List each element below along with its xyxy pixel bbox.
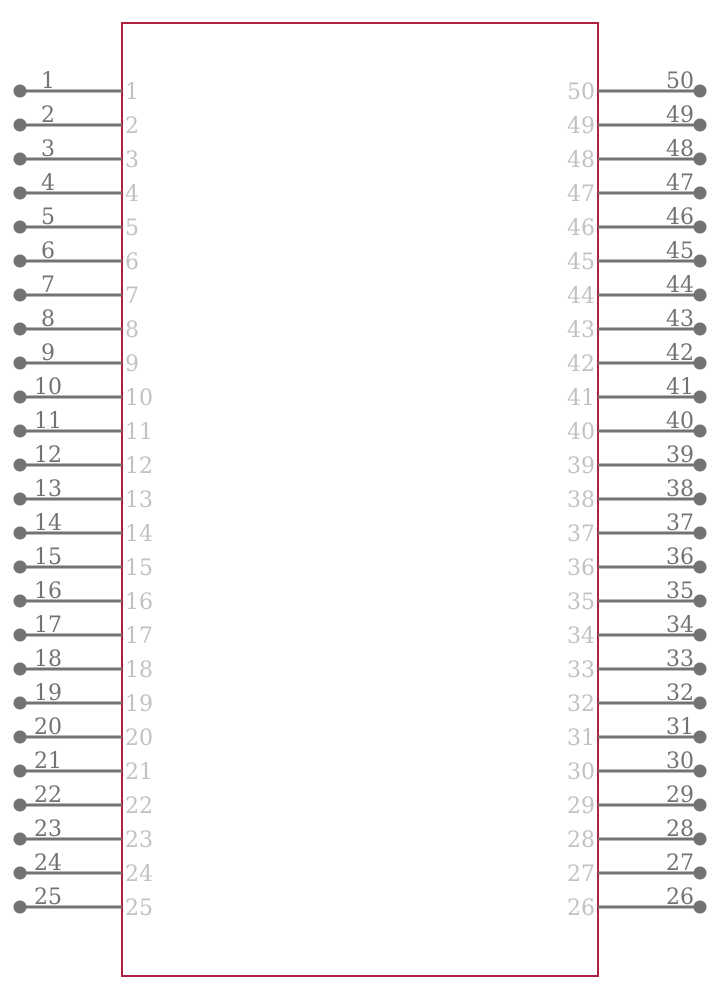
pin-name-label: 2 [125,114,139,139]
pin-name-label: 49 [567,114,595,139]
pin-number-label: 40 [666,409,694,434]
pin-50 [567,69,707,105]
pin-name-label: 16 [125,590,153,615]
pin-terminal[interactable] [14,119,27,132]
pin-8 [14,307,140,343]
pin-name-label: 7 [125,284,139,309]
pin-number-label: 7 [41,273,55,298]
pin-terminal[interactable] [14,153,27,166]
pin-name-label: 31 [567,726,595,751]
pin-terminal[interactable] [694,629,707,642]
pin-11 [14,409,154,445]
pin-name-label: 1 [125,80,139,105]
pin-terminal[interactable] [14,323,27,336]
pin-29 [567,783,707,819]
pin-name-label: 39 [567,454,595,479]
pin-26 [567,885,707,921]
pin-16 [14,579,154,615]
pin-number-label: 6 [41,239,55,264]
pin-15 [14,545,154,581]
pin-number-label: 3 [41,137,55,162]
pin-32 [567,681,707,717]
pin-name-label: 4 [125,182,139,207]
pin-terminal[interactable] [14,799,27,812]
pin-30 [567,749,707,785]
pin-name-label: 35 [567,590,595,615]
pin-number-label: 13 [34,477,62,502]
pin-number-label: 32 [666,681,694,706]
pin-name-label: 5 [125,216,139,241]
pin-terminal[interactable] [14,425,27,438]
pin-terminal[interactable] [14,867,27,880]
pin-name-label: 13 [125,488,153,513]
pin-number-label: 42 [666,341,694,366]
pin-number-label: 25 [34,885,62,910]
pin-name-label: 48 [567,148,595,173]
pin-33 [567,647,707,683]
pin-terminal[interactable] [694,85,707,98]
pin-5 [14,205,140,241]
pin-31 [567,715,707,751]
pin-14 [14,511,154,547]
pin-terminal[interactable] [14,391,27,404]
pin-terminal[interactable] [14,663,27,676]
pin-terminal[interactable] [14,357,27,370]
pin-name-label: 20 [125,726,153,751]
pin-number-label: 38 [666,477,694,502]
pin-number-label: 49 [666,103,694,128]
pin-name-label: 18 [125,658,153,683]
pin-44 [567,273,707,309]
pin-terminal[interactable] [694,221,707,234]
pin-name-label: 40 [567,420,595,445]
pin-19 [14,681,154,717]
pin-35 [567,579,707,615]
pin-terminal[interactable] [694,663,707,676]
pin-number-label: 18 [34,647,62,672]
pin-number-label: 16 [34,579,62,604]
pin-terminal[interactable] [14,697,27,710]
pin-terminal[interactable] [694,119,707,132]
pin-20 [14,715,154,751]
pin-number-label: 12 [34,443,62,468]
pin-name-label: 19 [125,692,153,717]
pin-number-label: 11 [34,409,62,434]
pin-terminal[interactable] [694,323,707,336]
pin-terminal[interactable] [694,595,707,608]
pin-terminal[interactable] [694,731,707,744]
pin-number-label: 48 [666,137,694,162]
pin-name-label: 34 [567,624,595,649]
pin-12 [14,443,154,479]
pin-10 [14,375,154,411]
pin-number-label: 24 [34,851,62,876]
pin-number-label: 8 [41,307,55,332]
pin-terminal[interactable] [14,765,27,778]
pin-terminal[interactable] [694,799,707,812]
pin-9 [14,341,140,377]
pin-number-label: 28 [666,817,694,842]
pin-name-label: 42 [567,352,595,377]
pin-34 [567,613,707,649]
pin-name-label: 29 [567,794,595,819]
pin-terminal[interactable] [14,85,27,98]
pin-terminal[interactable] [694,459,707,472]
pin-name-label: 32 [567,692,595,717]
pin-number-label: 50 [666,69,694,94]
pin-28 [567,817,707,853]
pin-terminal[interactable] [14,289,27,302]
pin-terminal[interactable] [14,493,27,506]
pin-number-label: 46 [666,205,694,230]
pin-terminal[interactable] [694,765,707,778]
pin-terminal[interactable] [694,833,707,846]
pin-number-label: 33 [666,647,694,672]
pin-terminal[interactable] [694,867,707,880]
pin-number-label: 19 [34,681,62,706]
pin-number-label: 17 [34,613,62,638]
pin-name-label: 45 [567,250,595,275]
pin-number-label: 5 [41,205,55,230]
pin-6 [14,239,140,275]
pin-name-label: 30 [567,760,595,785]
pin-name-label: 23 [125,828,153,853]
pin-number-label: 4 [41,171,55,196]
pin-name-label: 27 [567,862,595,887]
pin-terminal[interactable] [14,901,27,914]
pin-17 [14,613,154,649]
pin-number-label: 37 [666,511,694,536]
pin-number-label: 10 [34,375,62,400]
pin-terminal[interactable] [694,493,707,506]
pin-23 [14,817,154,853]
pin-terminal[interactable] [14,833,27,846]
pin-name-label: 26 [567,896,595,921]
pin-terminal[interactable] [694,187,707,200]
pin-number-label: 44 [666,273,694,298]
pin-terminal[interactable] [694,527,707,540]
pin-42 [567,341,707,377]
pin-22 [14,783,154,819]
pin-number-label: 23 [34,817,62,842]
pin-terminal[interactable] [694,425,707,438]
pin-43 [567,307,707,343]
pin-number-label: 41 [666,375,694,400]
pin-number-label: 36 [666,545,694,570]
pin-name-label: 43 [567,318,595,343]
pin-27 [567,851,707,887]
pin-number-label: 43 [666,307,694,332]
pin-name-label: 10 [125,386,153,411]
pin-terminal[interactable] [14,731,27,744]
pin-terminal[interactable] [14,595,27,608]
pin-number-label: 31 [666,715,694,740]
pin-number-label: 27 [666,851,694,876]
pin-13 [14,477,154,513]
pin-name-label: 15 [125,556,153,581]
pin-number-label: 39 [666,443,694,468]
pin-terminal[interactable] [694,255,707,268]
pin-47 [567,171,707,207]
pin-terminal[interactable] [14,221,27,234]
pin-terminal[interactable] [14,187,27,200]
pin-4 [14,171,140,207]
pin-number-label: 26 [666,885,694,910]
pin-name-label: 28 [567,828,595,853]
pin-number-label: 15 [34,545,62,570]
pin-name-label: 46 [567,216,595,241]
pin-name-label: 8 [125,318,139,343]
pin-name-label: 50 [567,80,595,105]
pin-number-label: 30 [666,749,694,774]
pin-49 [567,103,707,139]
pin-3 [14,137,140,173]
pin-number-label: 21 [34,749,62,774]
pin-39 [567,443,707,479]
pin-number-label: 20 [34,715,62,740]
pin-name-label: 24 [125,862,153,887]
pin-name-label: 6 [125,250,139,275]
pin-number-label: 1 [41,69,55,94]
pin-terminal[interactable] [694,697,707,710]
left-pin-group [14,69,154,921]
pin-name-label: 41 [567,386,595,411]
pin-name-label: 22 [125,794,153,819]
pin-name-label: 14 [125,522,153,547]
pin-45 [567,239,707,275]
pin-name-label: 33 [567,658,595,683]
pin-name-label: 44 [567,284,595,309]
pin-name-label: 25 [125,896,153,921]
pin-46 [567,205,707,241]
pin-25 [14,885,154,921]
pin-name-label: 17 [125,624,153,649]
pin-number-label: 29 [666,783,694,808]
pin-terminal[interactable] [14,561,27,574]
pin-name-label: 9 [125,352,139,377]
pin-terminal[interactable] [694,289,707,302]
pin-24 [14,851,154,887]
pin-name-label: 37 [567,522,595,547]
pin-40 [567,409,707,445]
pin-number-label: 14 [34,511,62,536]
pin-terminal[interactable] [14,629,27,642]
pin-terminal[interactable] [14,459,27,472]
pin-terminal[interactable] [694,391,707,404]
pin-name-label: 12 [125,454,153,479]
pin-terminal[interactable] [694,153,707,166]
component-body [122,23,598,976]
pin-terminal[interactable] [694,561,707,574]
pin-38 [567,477,707,513]
pin-name-label: 21 [125,760,153,785]
pin-number-label: 45 [666,239,694,264]
pin-number-label: 34 [666,613,694,638]
pin-36 [567,545,707,581]
pin-terminal[interactable] [694,901,707,914]
pin-48 [567,137,707,173]
pin-name-label: 11 [125,420,153,445]
pin-number-label: 35 [666,579,694,604]
pin-name-label: 36 [567,556,595,581]
pin-name-label: 47 [567,182,595,207]
pin-21 [14,749,154,785]
pin-1 [14,69,140,105]
pin-number-label: 22 [34,783,62,808]
pin-number-label: 47 [666,171,694,196]
pin-37 [567,511,707,547]
pin-terminal[interactable] [14,527,27,540]
pin-41 [567,375,707,411]
pin-number-label: 2 [41,103,55,128]
pin-2 [14,103,140,139]
pin-name-label: 38 [567,488,595,513]
pin-terminal[interactable] [694,357,707,370]
pin-7 [14,273,140,309]
pin-name-label: 3 [125,148,139,173]
pin-number-label: 9 [41,341,55,366]
pin-terminal[interactable] [14,255,27,268]
pin-18 [14,647,154,683]
right-pin-group [567,69,707,921]
